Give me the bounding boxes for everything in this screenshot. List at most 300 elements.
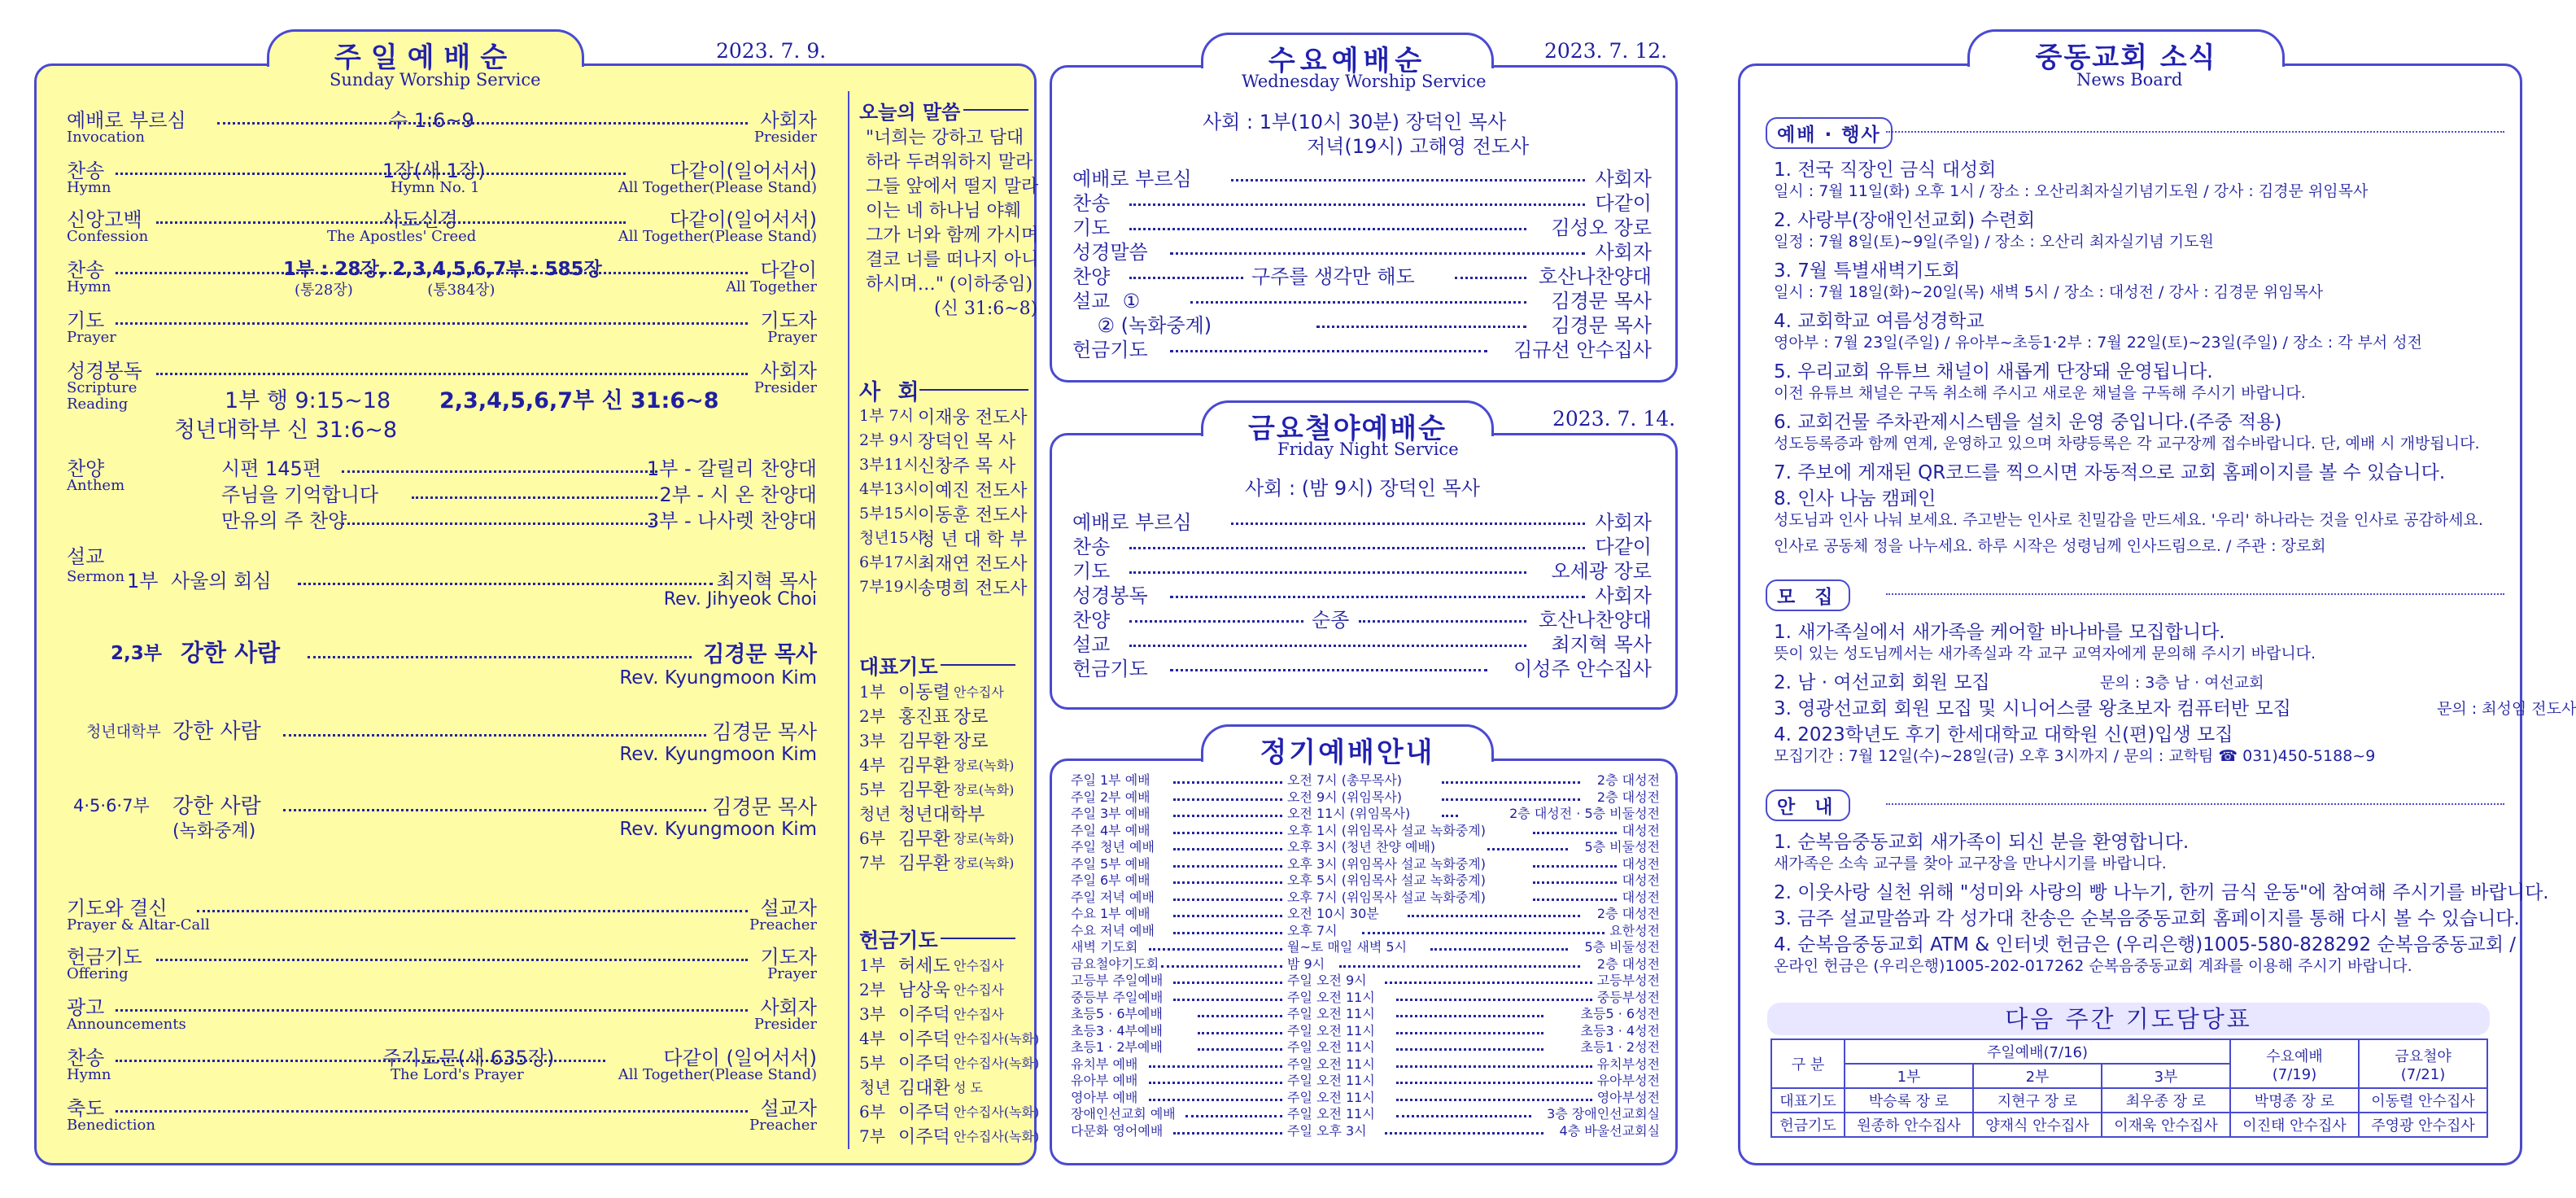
off-role: 안수집사(녹화) <box>954 1031 1040 1047</box>
dotted-leader <box>1149 1065 1282 1068</box>
dotted-leader <box>1173 982 1282 984</box>
rep-part: 6부 <box>859 829 886 848</box>
order-right: 기도자 <box>760 309 817 332</box>
fri-subtitle: Friday Night Service <box>1277 439 1459 459</box>
rep-name: 김무환 <box>898 732 950 752</box>
news-headline: 6. 교회건물 주차관제시스템을 설치 운영 중입니다.(주중 적용) <box>1774 412 2282 433</box>
reg-name: 유아부 예배 <box>1071 1073 1138 1088</box>
rep-title: 대표기도 <box>859 655 938 679</box>
service-right: 김성오 장로 <box>1551 216 1652 239</box>
reg-name: 주일 저녁 예배 <box>1071 889 1155 905</box>
reg-time: 주일 오전 11시 <box>1287 1056 1375 1072</box>
reg-time: 주일 오후 3시 <box>1287 1122 1367 1139</box>
service-label: 기도 <box>1072 560 1111 583</box>
order-mid-en: (통28장) (통384장) <box>295 282 496 299</box>
host-title: 사 회 <box>859 380 924 405</box>
reg-name: 유치부 예배 <box>1071 1056 1138 1072</box>
word-rule <box>963 109 1028 111</box>
order-right-en: All Together(Please Stand) <box>618 228 817 245</box>
cell: 이재욱 안수집사 <box>2102 1113 2230 1137</box>
rep-part: 3부 <box>859 731 886 750</box>
order-mid: 사도신경 <box>382 208 458 231</box>
sermon-label-en: Sermon <box>67 568 125 585</box>
order-right-en: All Together(Please Stand) <box>618 1066 817 1083</box>
service-label: 찬송 <box>1072 192 1111 215</box>
order-right: 다같이(일어서서) <box>669 208 817 231</box>
rep-part: 1부 <box>859 682 886 702</box>
reg-place: 대성전 <box>1622 872 1660 888</box>
service-label: ② (녹화중계) <box>1072 314 1212 337</box>
order-right-en: Prayer <box>767 965 817 982</box>
sunday-date: 2023. 7. 9. <box>716 39 827 63</box>
reg-time: 오전 9시 (위임목사) <box>1287 789 1403 805</box>
dotted-leader <box>1231 522 1585 525</box>
order-label: 축도 <box>67 1097 105 1120</box>
dotted-leader <box>1442 815 1458 817</box>
reg-place: 유아부성전 <box>1596 1073 1660 1088</box>
news-title: 중동교회 소식 <box>2035 42 2217 74</box>
order-mid: 1부 : 28장, 2,3,4,5,6,7부 : 585장 <box>283 259 602 280</box>
sermon3-title: 강한 사람 <box>172 719 261 744</box>
order-label-en2: Reading <box>67 396 129 413</box>
cell: 대표기도 <box>1771 1088 1845 1113</box>
fri-host: 사회 : (밤 9시) 장덕인 목사 <box>1245 477 1480 500</box>
wed-host-2: 저녁(19시) 고해영 전도사 <box>1307 135 1530 158</box>
order-right-en: Presider <box>753 129 817 146</box>
order-right-en: All Together <box>726 278 817 295</box>
service-label: 예배로 부르심 <box>1072 511 1192 534</box>
dotted-leader <box>156 959 748 961</box>
dotted-leader <box>1396 1048 1543 1051</box>
order-label: 예배로 부르심 <box>67 109 186 132</box>
news-headline: 4. 교회학교 여름성경학교 <box>1774 311 1984 332</box>
th-gubun: 구 분 <box>1771 1039 1845 1088</box>
rep-name: 김무환 <box>898 854 950 874</box>
order-right: 다같이 <box>760 259 817 282</box>
th-p1: 1부 <box>1845 1064 1973 1088</box>
sermon4-preacher: 김경문 목사 <box>712 795 817 819</box>
dotted-leader <box>1173 932 1282 934</box>
dotted-leader <box>116 272 748 274</box>
off-name: 이주덕 <box>898 1103 950 1123</box>
wed-title: 수요예배순 <box>1268 45 1427 77</box>
cell: 이동렬 안수집사 <box>2359 1088 2487 1113</box>
off-part: 5부 <box>859 1053 886 1073</box>
dotted-leader <box>1316 326 1526 328</box>
scripture-2: 2,3,4,5,6,7부 신 31:6~8 <box>439 388 719 413</box>
host-name: 신창주 목 사 <box>918 457 1016 477</box>
dotted-leader <box>1173 848 1282 850</box>
reg-time: 주일 오전 11시 <box>1287 1006 1375 1021</box>
cell: 주영광 안수집사 <box>2359 1113 2487 1137</box>
news-sec2-rule <box>1886 593 2504 595</box>
reg-name: 초등1 · 2부예배 <box>1071 1039 1163 1055</box>
rep-part: 5부 <box>859 780 886 799</box>
order-label: 성경봉독 <box>67 360 142 383</box>
news-detail: 일시 : 7월 11일(화) 오후 1시 / 장소 : 오산리최자실기념기도원 / 강사 : 김경문 위임목사 <box>1774 182 2369 200</box>
off-part: 4부 <box>859 1029 886 1048</box>
dotted-leader <box>1385 982 1592 984</box>
reg-time: 오후 3시 (청년 찬양 예배) <box>1287 839 1436 855</box>
off-name: 이주덕 <box>898 1030 950 1050</box>
host-time: 6부17시 <box>859 553 919 571</box>
anthem-label: 찬양 <box>67 457 105 480</box>
order-label-en: Hymn <box>67 179 111 196</box>
dotted-leader <box>1149 1082 1282 1084</box>
reg-place: 2층 대성전 <box>1596 955 1660 972</box>
news-sec1-rule <box>1886 131 2504 133</box>
dotted-leader <box>1129 645 1526 647</box>
order-mid: 수 1:6~9 <box>389 109 474 132</box>
service-right: 호산나찬양대 <box>1538 265 1652 288</box>
rep-name: 청년대학부 <box>898 805 985 825</box>
dotted-leader <box>1170 252 1585 255</box>
sermon-part: 1부 <box>127 570 159 592</box>
order-right: 사회자 <box>760 360 817 383</box>
cell: 박명종 장 로 <box>2230 1088 2359 1113</box>
news-headline: 2. 사랑부(장애인선교회) 수련회 <box>1774 210 2036 231</box>
rep-part: 7부 <box>859 853 886 872</box>
news-subtitle: News Board <box>2076 70 2183 90</box>
news-headline: 3. 영광선교회 회원 모집 및 시니어스쿨 왕초보자 컴퓨터반 모집 <box>1774 698 2291 719</box>
th-fri-date: (7/21) <box>2400 1065 2446 1083</box>
service-label: 헌금기도 <box>1072 658 1148 680</box>
off-role: 안수집사 <box>954 958 1004 973</box>
service-label: 찬양 <box>1072 609 1111 632</box>
order-right: 다같이 (일어서서) <box>663 1047 817 1069</box>
news-headline: 2. 이웃사랑 실천 위해 "성미와 사랑의 빵 나누기, 한끼 금식 운동"에 참여해 주시기를 바랍니다. <box>1774 882 2549 903</box>
th-wed-label: 수요예배 <box>2266 1047 2323 1065</box>
dotted-leader <box>1170 350 1487 352</box>
order-label-en: Benediction <box>67 1117 155 1134</box>
reg-place: 대성전 <box>1622 822 1660 838</box>
reg-place: 초등1 · 2성전 <box>1580 1039 1660 1055</box>
service-label: 기도 <box>1072 216 1111 239</box>
news-headline: 3. 7월 특별새벽기도회 <box>1774 260 1960 282</box>
order-right-en: Presider <box>753 379 817 396</box>
news-detail: 문의 : 최성임 전도사 <box>2437 700 2576 718</box>
news-headline: 7. 주보에 게재된 QR코드를 찍으시면 자동적으로 교회 홈페이지를 볼 수 있습니다. <box>1774 462 2446 483</box>
news-section-events: 예배 · 행사 <box>1766 117 1893 149</box>
off-name: 이주덕 <box>898 1127 950 1148</box>
reg-title: 정기예배안내 <box>1260 737 1435 769</box>
reg-name: 주일 6부 예배 <box>1071 872 1150 888</box>
sermon2-preacher: 김경문 목사 <box>703 642 817 667</box>
service-right: 사회자 <box>1595 584 1652 607</box>
service-right: 사회자 <box>1595 241 1652 264</box>
wed-host-1: 사회 : 1부(10시 30분) 장덕인 목사 <box>1203 111 1507 133</box>
reg-place: 대성전 <box>1622 855 1660 872</box>
reg-place: 5층 비둘성전 <box>1584 839 1660 855</box>
dotted-leader <box>1129 228 1526 230</box>
dotted-leader <box>1173 832 1282 834</box>
off-name: 이주덕 <box>898 1054 950 1074</box>
reg-place: 중등부성전 <box>1596 989 1660 1005</box>
news-detail-2: 인사로 공동체 정을 나누세요. 하루 시작은 성령님께 인사드림으로. / 주관 : 장로회 <box>1774 537 2326 555</box>
service-label: 예배로 부르심 <box>1072 168 1192 190</box>
dotted-leader <box>116 1009 748 1012</box>
reg-time: 주일 오전 9시 <box>1287 973 1367 988</box>
th-wed-date: (7/19) <box>2272 1065 2317 1083</box>
reg-name: 장애인선교회 예배 <box>1071 1106 1176 1121</box>
reg-place: 4층 바울선교회실 <box>1559 1122 1660 1139</box>
news-detail: 새가족은 소속 교구를 찾아 교구장을 만나시기를 바랍니다. <box>1774 855 2167 872</box>
service-right: 사회자 <box>1595 168 1652 190</box>
word-title: 오늘의 말씀 <box>859 101 961 124</box>
dotted-leader <box>1442 781 1580 784</box>
order-label: 광고 <box>67 996 105 1019</box>
reg-name: 주일 1부 예배 <box>1071 772 1150 788</box>
reg-name: 주일 3부 예배 <box>1071 806 1150 821</box>
news-headline: 4. 2023학년도 후기 한세대학교 대학원 신(편)입생 모집 <box>1774 724 2233 745</box>
dotted-leader <box>1396 1015 1543 1017</box>
dotted-leader <box>1533 832 1617 834</box>
dotted-leader <box>1190 301 1526 304</box>
sermon2-preacher-en: Rev. Kyungmoon Kim <box>619 667 817 689</box>
reg-place: 요한성전 <box>1609 922 1660 938</box>
order-label-en: Hymn <box>67 1066 111 1083</box>
off-rule <box>941 938 1015 939</box>
rep-name: 김무환 <box>898 756 950 776</box>
host-name: 이동훈 전도사 <box>918 505 1028 526</box>
reg-name: 주일 청년 예배 <box>1071 839 1155 855</box>
order-label: 기도 <box>67 309 105 332</box>
word-line: 결코 너를 떠나지 아니 <box>866 250 1039 270</box>
news-headline: 1. 새가족실에서 새가족을 케어할 바나바를 모집합니다. <box>1774 622 2225 643</box>
reg-place: 3층 장애인선교회실 <box>1547 1106 1660 1121</box>
service-label: 헌금기도 <box>1072 339 1148 361</box>
order-right-en: Presider <box>753 1016 817 1033</box>
off-part: 1부 <box>859 955 886 975</box>
word-line: 하시며…" (이하중임) <box>866 274 1033 295</box>
off-name: 이주덕 <box>898 1005 950 1025</box>
reg-name: 초등5 · 6부예배 <box>1071 1006 1163 1021</box>
anthem-song: 주님을 기억합니다 <box>221 483 379 506</box>
word-line: (신 31:6~8) <box>934 299 1038 319</box>
word-line: 이는 네 하나님 야훼 <box>866 201 1021 221</box>
news-detail: 뜻이 있는 성도님께서는 새가족실과 각 교구 교역자에게 문의해 주시기 바랍니다. <box>1774 645 2316 662</box>
reg-name: 새벽 기도회 <box>1071 939 1138 955</box>
dotted-leader <box>1173 815 1282 817</box>
order-right: 기도자 <box>760 946 817 968</box>
anthem-song: 시편 145편 <box>221 457 321 480</box>
off-role: 안수집사 <box>954 1007 1004 1022</box>
news-sec3-rule <box>1886 803 2504 805</box>
dotted-leader <box>1533 881 1617 884</box>
cell: 지현구 장 로 <box>1973 1088 2102 1113</box>
off-name: 허세도 <box>898 956 950 977</box>
off-role: 성 도 <box>954 1080 983 1095</box>
sermon-label: 설교 <box>67 545 105 568</box>
news-headline: 2. 남 · 여선교회 회원 모집 <box>1774 672 1990 693</box>
word-line: "너희는 강하고 담대 <box>866 128 1024 148</box>
dotted-leader <box>308 656 692 658</box>
host-name: 최재연 전도사 <box>918 554 1028 575</box>
cell: 헌금기도 <box>1771 1113 1845 1137</box>
order-label: 찬송 <box>67 160 105 182</box>
order-mid-en: Hymn No. 1 <box>391 179 480 196</box>
news-headline: 1. 전국 직장인 금식 대성회 <box>1774 160 1997 181</box>
dotted-leader <box>1533 898 1617 901</box>
host-name: 송명희 전도사 <box>918 579 1028 599</box>
dotted-leader <box>1533 865 1617 868</box>
order-label-en: Prayer & Altar-Call <box>67 916 210 933</box>
wed-subtitle: Wednesday Worship Service <box>1242 72 1487 91</box>
sermon-preacher-en: Rev. Jihyeok Choi <box>663 589 817 610</box>
off-part: 청년 <box>859 1078 891 1097</box>
news-detail: 성도등록증과 함께 연계, 운영하고 있으며 차량등록은 각 교구장께 접수바랍니다. 단, 예배 시 개방됩니다. <box>1774 435 2480 453</box>
order-right-en: All Together(Please Stand) <box>618 179 817 196</box>
order-right-en: Prayer <box>767 329 817 346</box>
service-label: 성경봉독 <box>1072 584 1148 607</box>
news-headline: 8. 인사 나눔 캠페인 <box>1774 488 1936 509</box>
dotted-leader <box>1396 999 1592 1001</box>
reg-place: 고등부성전 <box>1596 973 1660 988</box>
dotted-leader <box>412 496 657 499</box>
sermon3-preacher: 김경문 목사 <box>712 720 817 744</box>
dotted-leader <box>217 122 748 125</box>
anthem-choir: 2부 - 시 온 찬양대 <box>659 483 817 506</box>
rep-role: 장로 <box>954 707 989 728</box>
off-role: 안수집사(녹화) <box>954 1129 1040 1144</box>
order-right: 설교자 <box>760 897 817 920</box>
rep-role: 장로 <box>954 732 989 752</box>
dotted-leader <box>1430 948 1568 951</box>
cell: 이진태 안수집사 <box>2230 1113 2359 1137</box>
dotted-leader <box>283 809 706 811</box>
reg-time: 오후 5시 (위임목사 설교 녹화중계) <box>1287 872 1486 888</box>
next-week-title: 다음 주간 기도담당표 <box>1767 1003 2490 1035</box>
reg-place: 초등5 · 6성전 <box>1580 1006 1660 1021</box>
service-label: 설교 ① <box>1072 290 1141 313</box>
service-right: 다같이 <box>1595 192 1652 215</box>
off-name: 김대환 <box>898 1078 950 1099</box>
order-label-en: Announcements <box>67 1016 186 1033</box>
news-detail: 일시 : 7월 18일(화)~20일(목) 새벽 5시 / 장소 : 대성전 / 강사 : 김경문 위임목사 <box>1774 283 2324 301</box>
fri-date: 2023. 7. 14. <box>1552 407 1676 431</box>
sermon4-title: 강한 사람 <box>172 794 261 819</box>
th-wed <box>2230 1039 2359 1088</box>
cell: 원종하 안수집사 <box>1845 1113 1973 1137</box>
sermon3-part: 청년대학부 <box>86 723 161 741</box>
rep-rule <box>941 664 1015 666</box>
order-right-en: Preacher <box>749 1117 817 1134</box>
reg-time: 주일 오전 11시 <box>1287 1089 1375 1105</box>
dotted-leader <box>342 522 657 525</box>
reg-time: 오후 3시 (위임목사 설교 녹화중계) <box>1287 855 1486 872</box>
th-p3: 3부 <box>2102 1064 2230 1088</box>
service-right: 김규선 안수집사 <box>1513 339 1652 361</box>
reg-name: 고등부 주일예배 <box>1071 973 1164 988</box>
dotted-leader <box>1173 898 1282 901</box>
order-right: 사회자 <box>760 996 817 1019</box>
order-label-en: Confession <box>67 228 149 245</box>
news-headline: 1. 순복음중동교회 새가족이 되신 분을 환영합니다. <box>1774 832 2190 853</box>
wed-title-tab <box>1201 33 1494 77</box>
dotted-leader <box>1359 620 1526 623</box>
reg-place: 2층 대성전 <box>1596 772 1660 788</box>
reg-name: 주일 2부 예배 <box>1071 789 1150 805</box>
service-right: 이성주 안수집사 <box>1513 658 1652 680</box>
news-section-notice: 안 내 <box>1766 789 1850 821</box>
reg-time: 오후 7시 (위임목사 설교 녹화중계) <box>1287 889 1486 905</box>
reg-time: 주일 오전 11시 <box>1287 1039 1375 1055</box>
news-headline: 3. 금주 설교말씀과 각 성가대 찬송은 순복음중동교회 홈페이지를 통해 다시 볼 수 있습니다. <box>1774 908 2520 929</box>
order-label-en: Prayer <box>67 329 116 346</box>
dotted-leader <box>1173 999 1282 1001</box>
rep-role: 장로(녹화) <box>954 782 1015 798</box>
news-title-tab <box>1967 29 2285 74</box>
off-name: 남상욱 <box>898 981 950 1001</box>
order-label: 신앙고백 <box>67 208 142 231</box>
dotted-leader <box>1173 1132 1282 1135</box>
rep-name: 홍진표 <box>898 707 950 728</box>
dotted-leader <box>116 1110 748 1113</box>
rep-name: 김무환 <box>898 829 950 850</box>
dotted-leader <box>116 322 748 325</box>
dotted-leader <box>1129 571 1526 574</box>
reg-name: 중등부 주일예배 <box>1071 989 1164 1005</box>
sermon-title: 사울의 회심 <box>171 570 272 592</box>
dotted-leader <box>1170 596 1585 598</box>
order-label-en: Hymn <box>67 278 111 295</box>
dotted-leader <box>1396 1099 1592 1101</box>
service-right: 다같이 <box>1595 536 1652 558</box>
host-time: 7부19시 <box>859 578 919 596</box>
sermon3-preacher-en: Rev. Kyungmoon Kim <box>619 744 817 765</box>
host-name: 이예진 전도사 <box>918 481 1028 501</box>
reg-name: 수요 저녁 예배 <box>1071 922 1155 938</box>
host-time: 3부11시 <box>859 456 919 474</box>
off-part: 2부 <box>859 980 886 999</box>
dotted-leader <box>1198 1032 1282 1034</box>
reg-place: 초등3 · 4성전 <box>1580 1022 1660 1038</box>
dotted-leader <box>1173 798 1282 801</box>
dotted-leader <box>116 173 626 175</box>
scripture-1: 1부 행 9:15~18 <box>225 388 391 413</box>
th-p2: 2부 <box>1973 1064 2102 1088</box>
order-label: 찬송 <box>67 1047 105 1069</box>
dotted-leader <box>1149 948 1282 951</box>
dotted-leader <box>1161 965 1282 968</box>
news-detail: 문의 : 3층 남 · 여선교회 <box>2100 674 2264 692</box>
news-headline: 5. 우리교회 유튜브 채널이 새롭게 단장돼 운영됩니다. <box>1774 361 2213 383</box>
sunday-title-tab <box>267 29 584 74</box>
news-detail: 온라인 헌금은 (우리은행)1005-202-017262 순복음중동교회 계좌를 이용해 주시기 바랍니다. <box>1774 957 2412 975</box>
news-section-recruit: 모 집 <box>1766 579 1850 611</box>
word-line: 그가 너와 함께 가시며 <box>866 225 1039 246</box>
fri-title-tab <box>1201 400 1494 445</box>
order-label: 헌금기도 <box>67 946 142 968</box>
dotted-leader <box>156 373 748 375</box>
service-label: 찬송 <box>1072 536 1111 558</box>
order-right: 설교자 <box>760 1097 817 1120</box>
service-right: 오세광 장로 <box>1551 560 1652 583</box>
rep-name: 김무환 <box>898 780 950 801</box>
th-fri <box>2359 1039 2487 1088</box>
service-right: 김경문 목사 <box>1551 290 1652 313</box>
news-headline: 4. 순복음중동교회 ATM & 인터넷 헌금은 (우리은행)1005-580-828292 순복음중동교회 / <box>1774 934 2516 955</box>
sermon4-sub: (녹화중계) <box>172 821 256 842</box>
fri-title: 금요철야예배순 <box>1248 413 1447 445</box>
off-part: 6부 <box>859 1102 886 1121</box>
th-fri-label: 금요철야 <box>2395 1047 2452 1065</box>
dotted-leader <box>1442 798 1580 801</box>
dotted-leader <box>1455 277 1526 279</box>
host-name: 청 년 대 학 부 <box>918 530 1028 550</box>
reg-place: 2층 대성전 · 5층 비둘성전 <box>1509 806 1660 821</box>
cell: 최우종 장 로 <box>2102 1088 2230 1113</box>
